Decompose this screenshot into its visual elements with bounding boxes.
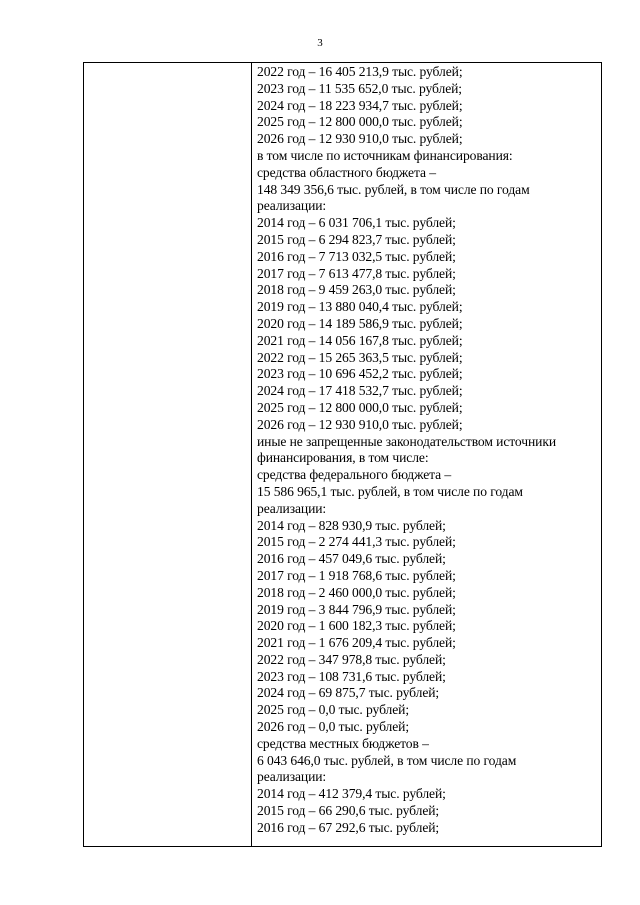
text-line: 2026 год – 12 930 910,0 тыс. рублей;: [257, 131, 463, 147]
text-line: 2015 год – 6 294 823,7 тыс. рублей;: [257, 231, 456, 247]
text-line: 2026 год – 0,0 тыс. рублей;: [257, 719, 410, 735]
text-line: 2016 год – 457 049,6 тыс. рублей;: [257, 551, 446, 567]
text-line: реализации:: [257, 769, 327, 785]
text-line: 148 349 356,6 тыс. рублей, в том числе по годам: [257, 181, 530, 197]
text-line: 2015 год – 66 290,6 тыс. рублей;: [257, 803, 440, 819]
text-line: 2023 год – 11 535 652,0 тыс. рублей;: [257, 80, 462, 96]
text-line: 15 586 965,1 тыс. рублей, в том числе по годам: [257, 483, 523, 499]
text-line: 2025 год – 12 800 000,0 тыс. рублей;: [257, 114, 463, 130]
text-line: реализации:: [257, 198, 327, 214]
text-line: 2021 год – 1 676 209,4 тыс. рублей;: [257, 635, 456, 651]
funding-table: [83, 62, 602, 847]
text-line: 2020 год – 14 189 586,9 тыс. рублей;: [257, 315, 463, 331]
text-line: 2024 год – 17 418 532,7 тыс. рублей;: [257, 383, 463, 399]
text-line: 2016 год – 67 292,6 тыс. рублей;: [257, 819, 440, 835]
text-line: 2018 год – 2 460 000,0 тыс. рублей;: [257, 584, 456, 600]
text-line: 2022 год – 347 978,8 тыс. рублей;: [257, 651, 446, 667]
text-line: средства федерального бюджета –: [257, 467, 452, 483]
text-line: 2015 год – 2 274 441,3 тыс. рублей;: [257, 534, 456, 550]
text-line: иные не запрещенные законодательством источники: [257, 433, 557, 449]
text-line: 2021 год – 14 056 167,8 тыс. рублей;: [257, 332, 463, 348]
text-line: 2022 год – 16 405 213,9 тыс. рублей;: [257, 64, 463, 79]
text-line: 2014 год – 828 930,9 тыс. рублей;: [257, 517, 446, 533]
text-line: 2022 год – 15 265 363,5 тыс. рублей;: [257, 349, 463, 365]
text-line: 2020 год – 1 600 182,3 тыс. рублей;: [257, 618, 456, 634]
text-line: 2017 год – 1 918 768,6 тыс. рублей;: [257, 567, 456, 583]
text-line: в том числе по источникам финансирования:: [257, 147, 513, 163]
table-right-cell: [252, 63, 601, 846]
text-line: реализации:: [257, 500, 327, 516]
text-line: 2024 год – 69 875,7 тыс. рублей;: [257, 685, 440, 701]
text-line: финансирования, в том числе:: [257, 450, 429, 466]
text-line: 2019 год – 3 844 796,9 тыс. рублей;: [257, 601, 456, 617]
text-line: 2025 год – 12 800 000,0 тыс. рублей;: [257, 399, 463, 415]
text-line: 2018 год – 9 459 263,0 тыс. рублей;: [257, 282, 456, 298]
page-number: 3: [317, 37, 323, 49]
text-line: 2014 год – 412 379,4 тыс. рублей;: [257, 786, 446, 802]
text-line: средства областного бюджета –: [257, 164, 436, 180]
text-line: средства местных бюджетов –: [257, 735, 429, 751]
text-line: 2026 год – 12 930 910,0 тыс. рублей;: [257, 416, 463, 432]
text-line: 2025 год – 0,0 тыс. рублей;: [257, 702, 410, 718]
text-line: 6 043 646,0 тыс. рублей, в том числе по годам: [257, 752, 517, 768]
text-line: 2023 год – 108 731,6 тыс. рублей;: [257, 668, 446, 684]
table-left-cell: [84, 63, 252, 846]
text-line: 2019 год – 13 880 040,4 тыс. рублей;: [257, 299, 463, 315]
text-line: 2016 год – 7 713 032,5 тыс. рублей;: [257, 248, 456, 264]
text-line: 2014 год – 6 031 706,1 тыс. рублей;: [257, 215, 456, 231]
text-line: 2023 год – 10 696 452,2 тыс. рублей;: [257, 366, 463, 382]
text-line: 2017 год – 7 613 477,8 тыс. рублей;: [257, 265, 456, 281]
text-line: 2024 год – 18 223 934,7 тыс. рублей;: [257, 97, 463, 113]
